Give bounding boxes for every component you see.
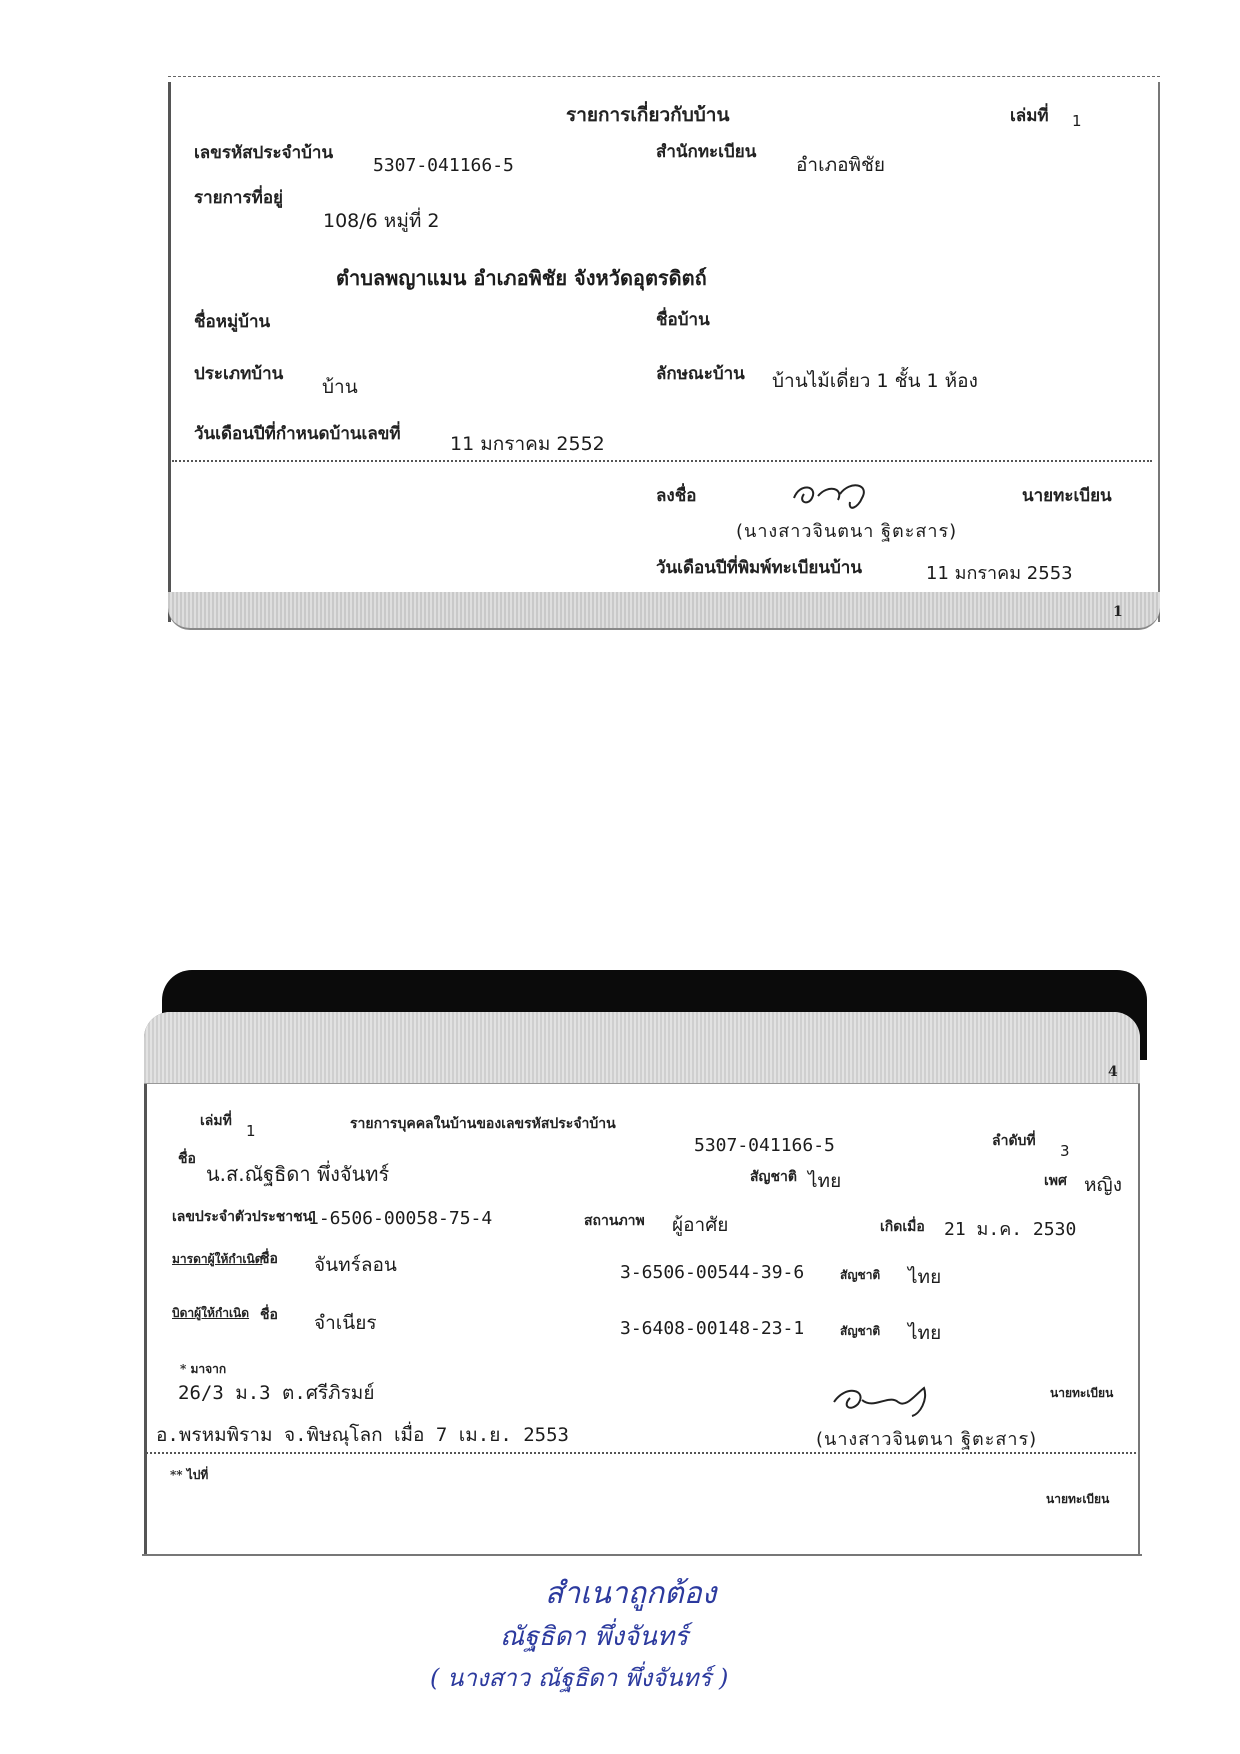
- card-bottom-band: [168, 592, 1160, 630]
- born-value: 21 ม.ค. 2530: [944, 1219, 1077, 1240]
- father-nationality-label: สัญชาติ: [840, 1324, 881, 1338]
- card-bottom-edge: [142, 1550, 1142, 1556]
- house-type-value: บ้าน: [322, 376, 358, 398]
- registrar-signature: [788, 472, 878, 516]
- print-date-label: วันเดือนปีที่พิมพ์ทะเบียนบ้าน: [656, 558, 862, 578]
- registry-office-value: อำเภอพิชัย: [796, 154, 886, 176]
- certifier-name: ( นางสาว ณัฐธิดา พึ่งจันทร์ ): [430, 1664, 729, 1692]
- mother-name-value: จันทร์ลอน: [314, 1254, 397, 1276]
- village-label: ชื่อหมู่บ้าน: [194, 312, 271, 332]
- mother-nationality-label: สัญชาติ: [840, 1268, 881, 1282]
- to-label: ** ไปที่: [170, 1468, 209, 1482]
- father-name-value: จำเนียร: [314, 1312, 377, 1334]
- registrar-signature: [828, 1380, 938, 1420]
- sex-value: หญิง: [1084, 1174, 1122, 1196]
- book-no-label: เล่มที่: [200, 1113, 232, 1129]
- date-assigned-label: วันเดือนปีที่กำหนดบ้านเลขที่: [194, 424, 401, 444]
- address-line1: 108/6 หมู่ที่ 2: [323, 210, 440, 232]
- registrar-name: (นางสาวจินตนา ฐิตะสาร): [816, 1429, 1038, 1450]
- father-id-value: 3-6408-00148-23-1: [620, 1318, 805, 1339]
- card-top-band: [144, 1012, 1140, 1084]
- card-title: รายการบุคคลในบ้านของเลขรหัสประจำบ้าน: [350, 1116, 616, 1132]
- registrar-label: นายทะเบียน: [1022, 486, 1112, 506]
- address-line2: ตำบลพญาแมน อำเภอพิชัย จังหวัดอุตรดิตถ์: [336, 266, 707, 290]
- mother-id-value: 3-6506-00544-39-6: [620, 1262, 805, 1283]
- from-line2: อ.พรหมพิราม จ.พิษณุโลก เมื่อ 7 เม.ย. 2553: [156, 1424, 569, 1446]
- certifier-signature: ณัฐธิดา พึ่งจันทร์: [500, 1622, 689, 1652]
- nationality-label: สัญชาติ: [750, 1169, 797, 1185]
- name-value: น.ส.ณัฐธิดา พึ่งจันทร์: [206, 1162, 390, 1186]
- sex-label: เพศ: [1044, 1173, 1067, 1189]
- date-assigned-value: 11 มกราคม 2552: [450, 433, 605, 455]
- registry-office-label: สำนักทะเบียน: [656, 142, 757, 162]
- registrar-label-2: นายทะเบียน: [1046, 1492, 1110, 1506]
- order-value: 3: [1060, 1142, 1070, 1160]
- page-number: 4: [1108, 1064, 1118, 1080]
- certified-true-copy: สำเนาถูกต้อง: [545, 1576, 717, 1611]
- page-number: 1: [1113, 604, 1123, 620]
- name-label: ชื่อ: [178, 1151, 196, 1167]
- dotted-divider: [172, 460, 1152, 462]
- book-no-label: เล่มที่: [1010, 106, 1049, 126]
- house-code-label: เลขรหัสประจำบ้าน: [194, 143, 334, 163]
- registrar-name: (นางสาวจินตนา ฐิตะสาร): [736, 521, 958, 542]
- card-title: รายการเกี่ยวกับบ้าน: [566, 104, 730, 126]
- print-date-value: 11 มกราคม 2553: [926, 563, 1073, 584]
- from-label: * มาจาก: [180, 1362, 227, 1376]
- status-value: ผู้อาศัย: [672, 1214, 729, 1236]
- father-name-label: ชื่อ: [260, 1307, 278, 1323]
- address-label: รายการที่อยู่: [194, 188, 283, 208]
- mother-nationality-value: ไทย: [908, 1266, 942, 1288]
- father-nationality-value: ไทย: [908, 1322, 942, 1344]
- house-details-card: [168, 72, 1160, 642]
- house-style-value: บ้านไม้เดี่ยว 1 ชั้น 1 ห้อง: [772, 370, 978, 392]
- house-code-value: 5307-041166-5: [373, 155, 514, 176]
- mother-label: มารดาผู้ให้กำเนิด: [172, 1252, 263, 1266]
- book-no-value: 1: [246, 1122, 256, 1140]
- nationality-value: ไทย: [808, 1170, 842, 1192]
- id-value: 1-6506-00058-75-4: [308, 1208, 493, 1229]
- person-details-card: [142, 970, 1147, 1560]
- house-name-label: ชื่อบ้าน: [656, 310, 710, 330]
- from-line1: 26/3 ม.3 ต.ศรีภิรมย์: [178, 1382, 375, 1404]
- born-label: เกิดเมื่อ: [880, 1219, 925, 1235]
- id-label: เลขประจำตัวประชาชน: [172, 1209, 313, 1225]
- card-paper: [144, 1012, 1140, 1556]
- sign-label: ลงชื่อ: [656, 486, 697, 506]
- dotted-divider: [146, 1452, 1136, 1454]
- registrar-label: นายทะเบียน: [1050, 1386, 1114, 1400]
- status-label: สถานภาพ: [584, 1213, 645, 1229]
- mother-name-label: ชื่อ: [260, 1251, 278, 1267]
- order-label: ลำดับที่: [992, 1133, 1036, 1149]
- house-style-label: ลักษณะบ้าน: [656, 364, 745, 384]
- book-no-value: 1: [1072, 112, 1082, 130]
- house-type-label: ประเภทบ้าน: [194, 364, 284, 384]
- house-code-value: 5307-041166-5: [694, 1135, 835, 1156]
- father-label: บิดาผู้ให้กำเนิด: [172, 1306, 250, 1320]
